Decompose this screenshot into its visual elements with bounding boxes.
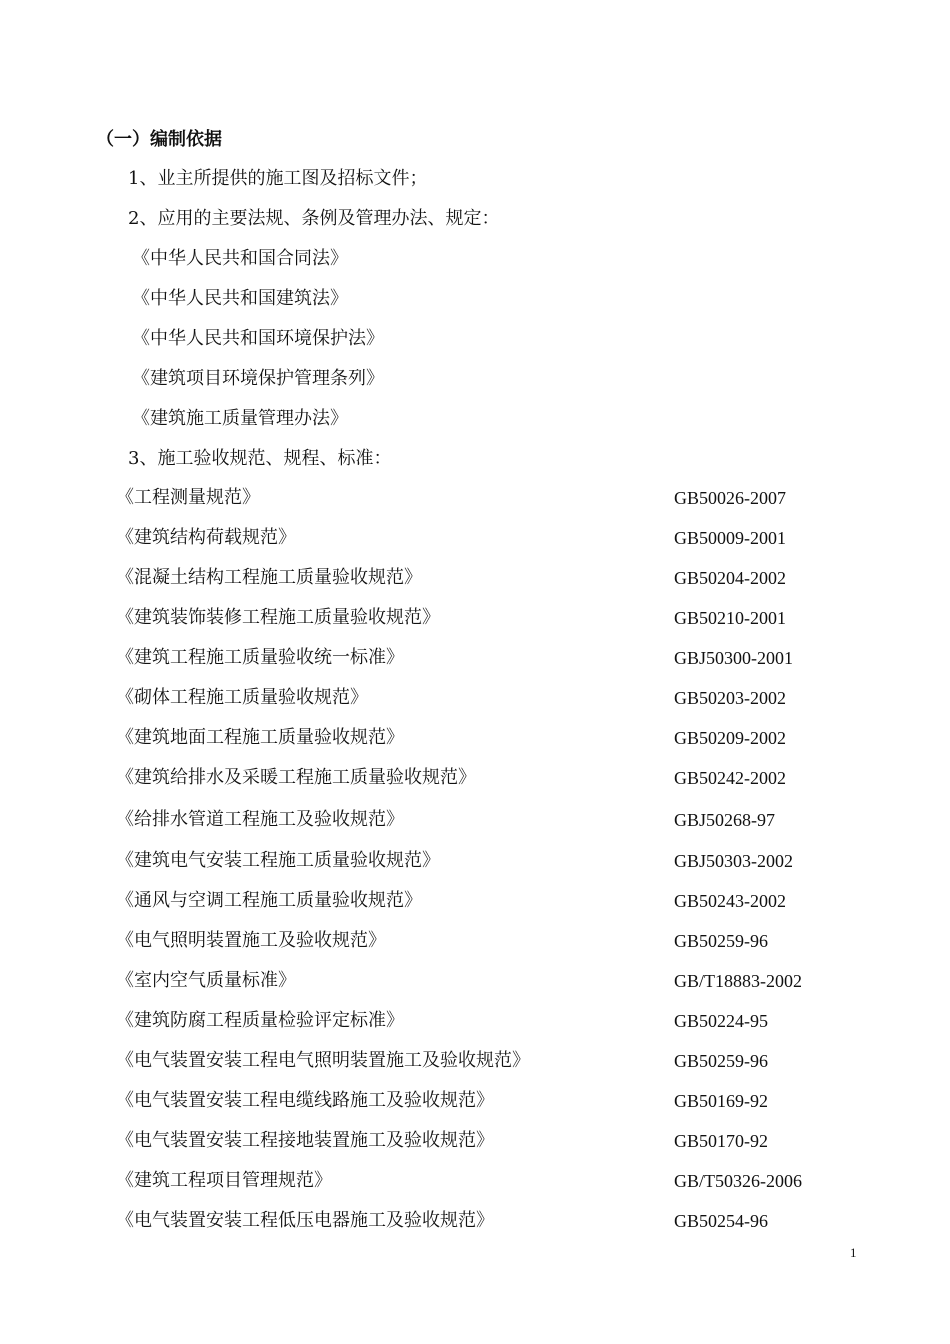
- standard-name: 《电气装置安装工程电缆线路施工及验收规范》: [116, 1090, 494, 1111]
- standard-row: [116, 1049, 856, 1089]
- standard-name: 《通风与空调工程施工质量验收规范》: [116, 890, 422, 911]
- standard-code: GB50169-92: [674, 1091, 768, 1111]
- standard-row: [116, 929, 856, 969]
- standard-row: [116, 1089, 856, 1129]
- standard-row: [116, 566, 856, 606]
- standard-name: 《给排水管道工程施工及验收规范》: [116, 808, 404, 830]
- law-item: 《中华人民共和国建筑法》: [132, 288, 348, 309]
- standard-code: GB50170-92: [674, 1131, 768, 1151]
- basis-item-2: 2、应用的主要法规、条例及管理办法、规定：: [128, 208, 500, 229]
- standard-name: 《室内空气质量标准》: [116, 970, 296, 991]
- standard-row: [116, 849, 856, 889]
- standard-name: 《电气装置安装工程低压电器施工及验收规范》: [116, 1210, 494, 1231]
- standard-row: [116, 686, 856, 726]
- standard-row: [116, 646, 856, 686]
- standard-code: GB50009-2001: [674, 528, 786, 548]
- standard-name: 《建筑电气安装工程施工质量验收规范》: [116, 850, 440, 871]
- standard-name: 《建筑装饰装修工程施工质量验收规范》: [116, 607, 440, 628]
- standard-row: [116, 766, 856, 808]
- standard-code: GBJ50303-2002: [674, 851, 794, 871]
- standard-name: 《混凝土结构工程施工质量验收规范》: [116, 567, 422, 588]
- standard-code: GB/T50326-2006: [674, 1171, 802, 1191]
- standard-code: GBJ50300-2001: [674, 648, 794, 668]
- law-item: 《中华人民共和国合同法》: [132, 248, 348, 269]
- standard-name: 《建筑工程施工质量验收统一标准》: [116, 647, 404, 668]
- standard-code: GB50259-96: [674, 1051, 768, 1071]
- standard-name: 《工程测量规范》: [116, 487, 260, 508]
- standard-row: [116, 486, 856, 526]
- basis-item-1: 1、业主所提供的施工图及招标文件；: [128, 168, 428, 189]
- standard-code: GB/T18883-2002: [674, 971, 802, 991]
- standard-code: GB50203-2002: [674, 688, 786, 708]
- standard-row: [116, 1129, 856, 1169]
- standard-code: GB50242-2002: [674, 768, 786, 788]
- standard-code: GB50224-95: [674, 1011, 768, 1031]
- standard-name: 《建筑给排水及采暖工程施工质量验收规范》: [116, 767, 476, 788]
- standard-row: [116, 526, 856, 566]
- standard-row: [116, 969, 856, 1009]
- page-number: 1: [850, 1245, 857, 1260]
- standard-row: [116, 1009, 856, 1049]
- standard-row: [116, 606, 856, 646]
- law-item: 《建筑项目环境保护管理条列》: [132, 368, 384, 389]
- standard-code: GB50243-2002: [674, 891, 786, 911]
- standard-code: GB50210-2001: [674, 608, 786, 628]
- standard-name: 《建筑防腐工程质量检验评定标准》: [116, 1010, 404, 1031]
- standard-row: [116, 726, 856, 766]
- standard-name: 《电气照明装置施工及验收规范》: [116, 930, 386, 951]
- standard-code: GB50259-96: [674, 931, 768, 951]
- standard-name: 《砌体工程施工质量验收规范》: [116, 687, 368, 708]
- standard-row: [116, 808, 856, 850]
- standard-name: 《电气装置安装工程接地装置施工及验收规范》: [116, 1130, 494, 1151]
- standard-name: 《电气装置安装工程电气照明装置施工及验收规范》: [116, 1050, 530, 1071]
- standard-code: GB50026-2007: [674, 488, 786, 508]
- laws-list: [132, 247, 384, 447]
- standard-name: 《建筑结构荷载规范》: [116, 527, 296, 548]
- law-item: 《中华人民共和国环境保护法》: [132, 328, 384, 349]
- standard-code: GB50254-96: [674, 1211, 768, 1231]
- standard-name: 《建筑地面工程施工质量验收规范》: [116, 727, 404, 748]
- standard-code: GBJ50268-97: [674, 809, 776, 830]
- law-item: 《建筑施工质量管理办法》: [132, 408, 348, 429]
- standards-list: [116, 486, 856, 1249]
- standard-name: 《建筑工程项目管理规范》: [116, 1170, 332, 1191]
- standard-row: [116, 1209, 856, 1249]
- standard-code: GB50204-2002: [674, 568, 786, 588]
- standard-row: [116, 1169, 856, 1209]
- section-heading: （一）编制依据: [96, 129, 222, 150]
- standard-row: [116, 889, 856, 929]
- standard-code: GB50209-2002: [674, 728, 786, 748]
- basis-item-3: 3、施工验收规范、规程、标准：: [128, 448, 392, 469]
